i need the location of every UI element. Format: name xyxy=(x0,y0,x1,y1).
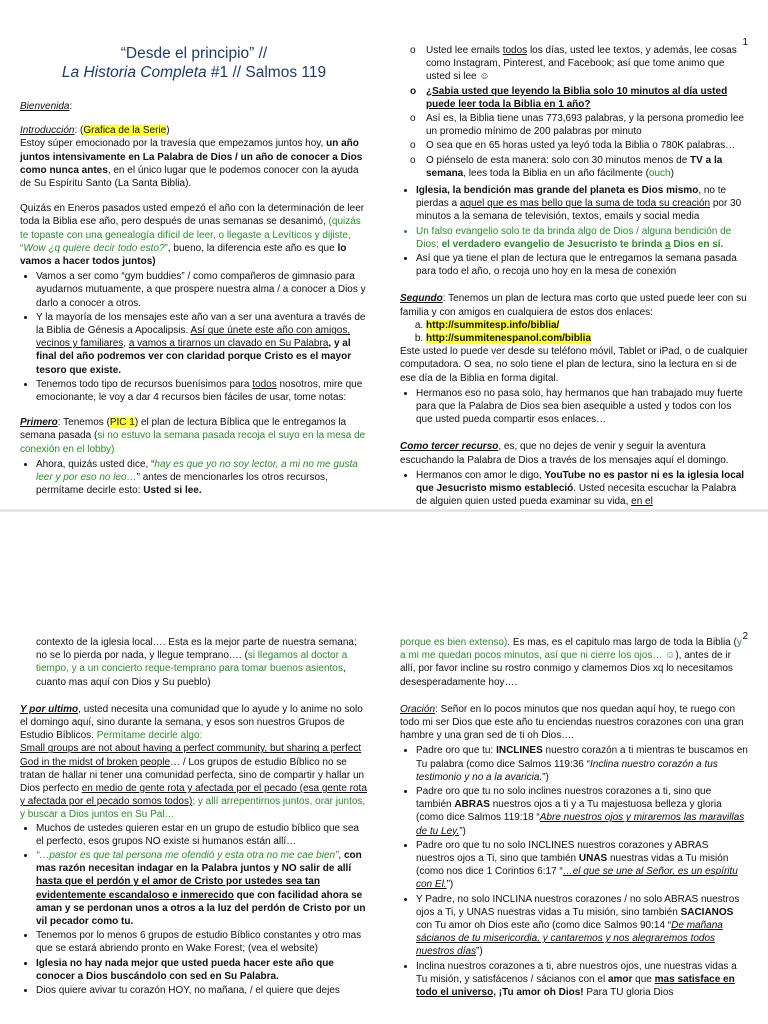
link-b[interactable]: http://summitenespanol.com/biblia xyxy=(426,333,592,345)
list-item: • Un falso evangelio solo te da brinda algo de Dios / alguna bendición de Dios; el verdadero evangelio de Jesucristo te brinda a Dios en sí. xyxy=(416,225,748,251)
bullet-list xyxy=(400,184,748,278)
page-number: 2 xyxy=(742,631,748,642)
prayer-bullet-list xyxy=(400,744,748,999)
list-item: • Vamos a ser como “gym buddies” / como compañeros de gimnasio para ayudarnos mutuamente, a que prospere nuestra alma / a conocer a Dios y darlo a conocer a otros. xyxy=(36,270,368,310)
ultimo-paragraph: Y por ultimo, usted necesita una comunidad que lo ayude y lo anime no solo el domingo aquí, sino durante la semana, y esos son nuestros Grupos de Estudio Bíblicos. Permítame decirle algo: Small groups are not about having a perfect community, but sharing a perfect God in the midst of broken people… / Los grupos de estudio Bíblico no se tratan de hallar ni tener una comunidad perfecta, sino de compartir y hallar un Dios perfecto en medio de gente rota y afectada por el pecado (esa gente rota y afectada por el pecado somos todos); y allí arrepentirnos juntos, orar juntos, y buscar a Dios juntos en Su Pal… xyxy=(20,703,367,821)
list-item: • Dios quiere avivar tu corazón HOY, no mañana, / el quiere que dejes xyxy=(36,984,368,997)
list-item: • Así que ya tiene el plan de lectura que le entregamos la semana pasada para todo el año, o recoja uno hoy en la mesa de conexión xyxy=(416,252,748,278)
list-item: • Padre oro que tu no solo INCLINES nuestros corazones y ABRAS nuestros ojos a Ti, sino que también UNAS nuestras vidas a Tu misión (como nos dice 1 Corintios 6:17 “…el que se une al Señor, es un espíritu con El.”) xyxy=(416,839,748,892)
right-column xyxy=(400,636,748,1007)
list-item: • Inclina nuestros corazones a ti, abre nuestros ojos, une nuestras vidas a Tu misión, y satisfácenos / sácianos con el amor que mas satisface en todo el universo, ¡Tu amor oh Dios! Para TU gloria Dios xyxy=(416,960,748,1000)
list-item: • Iglesia, la bendición mas grande del planeta es Dios mismo, no te pierdas a aquel que es mas bello que la suma de toda su creación por 30 minutos a la semana de televisión, textos, emails y social media xyxy=(416,184,748,224)
link-a[interactable]: http://summitesp.info/biblia/ xyxy=(426,319,560,331)
list-item: • Padre oro que tu: INCLINES nuestro corazón a ti mientras te buscamos en Tu palabra (como dice Salmos 119:36 “Inclina nuestro corazón a tus testimonio y no a la avaricia.”) xyxy=(416,744,748,784)
list-item: • Iglesia no hay nada mejor que usted pueda hacer este año que conocer a Dios buscándolo con sed en Su Palabra. xyxy=(36,957,368,983)
list-item: • “…pastor es que tal persona me ofendió y esta otra no me cae bien”, con mas razón necesitan indagar en la Palabra juntos y NO salir de allí hasta que el perdón y el amor de Cristo por ustedes sea tan evidentemente escandaloso e inmerecido que con facilidad ahora se aman y se perdonan unos a otros a la luz del perdón de Cristo por un vil pecador como tu. xyxy=(36,849,368,928)
list-item: • Ahora, quizás usted dice, “hay es que yo no soy lector, a mi no me gusta leer y por eso no leo…” antes de mencionarles los otros recursos, permítame decirle esto: Usted si lee. xyxy=(36,458,368,498)
bullet-list xyxy=(20,822,368,998)
list-item: • Tenemos todo tipo de recursos buenísimos para todos nosotros, mire que emocionante, le voy a dar 4 recursos bien fáciles de usar, tome notas: xyxy=(36,378,368,404)
list-item: o Así es, la Biblia tiene unas 773,693 palabras, y la persona promedio lee un promedio mínimo de 200 palabras por minuto xyxy=(426,112,748,138)
list-item: • Tenemos por lo menos 6 grupos de estudio Bíblico constantes y otro mas que se estará abriendo pronto en Wake Forest; (vea el website) xyxy=(36,929,368,955)
segundo-paragraph: Segundo: Tenemos un plan de lectura mas corto que usted puede leer con su familia y con amigos en cualquiera de estos dos enlaces: xyxy=(400,293,747,318)
bullet-list xyxy=(400,387,748,427)
list-item: o ¿Sabia usted que leyendo la Biblia solo 10 minutos al día usted puede leer toda la Biblia en 1 año? xyxy=(426,85,748,111)
top-paragraph: porque es bien extenso). Es mas, es el capitulo mas largo de toda la Biblia (y a mi me quedan pocos minutos, así que ni cierre los ojos… ☺), antes de ir allí, por favor incline su rostro conmigo y clamemos Dios xq lo necesitamos desesperadamente hoy…. xyxy=(400,637,742,688)
list-item: • Muchos de ustedes quieren estar en un grupo de estudio bíblico que sea el perfecto, esos grupos NO existe si humanos están allí… xyxy=(36,822,368,848)
intro-bullet-list xyxy=(20,270,368,404)
page-number: 1 xyxy=(742,37,748,48)
list-item: • Y Padre, no solo INCLINA nuestros corazones / no solo ABRAS nuestros ojos a Ti, y UNAS nuestras vidas a Tu misión, sino también SACIANOS con Tu amor oh Dios este año (como dice Salmos 90:14 “De mañana sácianos de tu misericordia, y cantaremos y nos alegraremos todos nuestros días”) xyxy=(416,893,748,959)
title-line-2: La Historia Completa #1 // Salmos 119 xyxy=(61,64,327,81)
primero-bullet-list xyxy=(20,458,368,498)
list-item: o O piénselo de esta manera: solo con 30 minutos menos de TV a la semana, lees toda la Biblia en un año fácilmente (ouch) xyxy=(426,154,748,180)
primero-paragraph: Primero: Tenemos (PIC 1) el plan de lectura Bíblica que le entregamos la semana pasada (si no estuvo la semana pasada recoja el suyo en la mesa de conexión en el lobby) xyxy=(20,417,366,455)
welcome-heading: Bienvenida: xyxy=(20,101,73,112)
intro-paragraph: Introducción: (Grafica de la Serie) Estoy súper emocionado por la travesía que empezamos juntos hoy, un año juntos intensivamente en La Palabra de Dios / un año de conocer a Dios como nunca antes, en el único lugar que le podemos conocer con la ayuda de Su Espíritu Santo (La Santa Biblia). xyxy=(20,125,363,190)
list-item: • Hermanos con amor le digo, YouTube no es pastor ni es la iglesia local que Jesucristo mismo estableció. Usted necesita escuchar la Palabra de alguien quien usted pueda examinar su vida, en el xyxy=(416,469,748,509)
tercer-paragraph: Como tercer recurso, es, que no dejes de venir y seguir la aventura escuchando la Palabra de Dios a través de los mensajes aquí el domingo. xyxy=(400,441,729,466)
list-item: o O sea que en 65 horas usted ya leyó toda la Biblia o 780K palabras… xyxy=(426,139,748,152)
page-title xyxy=(20,44,368,82)
left-column xyxy=(20,44,368,505)
list-item: • Y la mayoría de los mensajes este año van a ser una aventura a través de la Biblia de Génesis a Apocalipsis. Así que únete este año con amigos, vecinos y familiares, a vamos a tirarnos un clavado en Su Palabra, y al final del año podremos ver con claridad porque Cristo es el mayor tesoro que existe. xyxy=(36,311,368,377)
left-column xyxy=(20,636,368,1005)
continuation-paragraph: contexto de la iglesia local…. Esta es la mejor parte de nuestra semana; no se lo pierda por nada, y llegue temprano…. (si llegamos al doctor a tiempo, y a un concierto reque-temprano para tomar buenos asientos, cuanto mas aquí con Dios y Su pueblo) xyxy=(36,637,357,688)
segundo-paragraph-2: Este usted lo puede ver desde su teléfono móvil, Tablet or iPad, o de cualquier computadora. O sea, no solo tiene el plan de lectura, sino la lectura en si de ese día de la Biblia en forma digital. xyxy=(400,346,748,384)
document-page-1 xyxy=(0,0,768,510)
right-column xyxy=(400,44,748,510)
bullet-list xyxy=(400,469,748,509)
document-page-2 xyxy=(0,512,768,1022)
list-item[interactable] xyxy=(426,332,748,345)
intro-paragraph-2: Quizás en Eneros pasados usted empezó el año con la determinación de leer toda la Biblia ese año, pero después de unas semanas se desanimó, (quizás te topaste con una genealogía difícil de leer, o llegaste a Levíticos y dijiste, “Wow ¿q quiere decir todo esto?”, bueno, la diferencia este año es que lo vamos a hacer todos juntos) xyxy=(20,203,365,268)
list-item: • Hermanos eso no pasa solo, hay hermanos que han trabajado muy fuerte para que la Palabra de Dios sea bien asequible a usted y todos con los que usted pueda compartir esos enlaces… xyxy=(416,387,748,427)
title-line-1: “Desde el principio” // xyxy=(120,45,268,62)
link-list xyxy=(400,319,748,345)
list-item: • Padre oro que tu no solo inclines nuestros corazones a ti, sino que también ABRAS nuestros ojos a ti y a Tu majestuosa belleza y gloria (como dice Salmos 119:18 “Abre nuestros ojos y miraremos las maravillas de tu Ley.”) xyxy=(416,785,748,838)
list-item: o Usted lee emails todos los días, usted lee textos, y además, lee cosas como Instagram, Pinterest, and Facebook; así que tome animo que usted si lee ☺ xyxy=(426,44,748,84)
oracion-paragraph: Oración: Señor en lo pocos minutos que nos quedan aquí hoy, te ruego con todo mi ser Dios que este año tu enciendas nuestros corazones con una gran hambre y una gran sed de ti oh Dios…. xyxy=(400,703,744,742)
sub-bullet-list xyxy=(400,44,748,180)
list-item[interactable] xyxy=(426,319,748,332)
